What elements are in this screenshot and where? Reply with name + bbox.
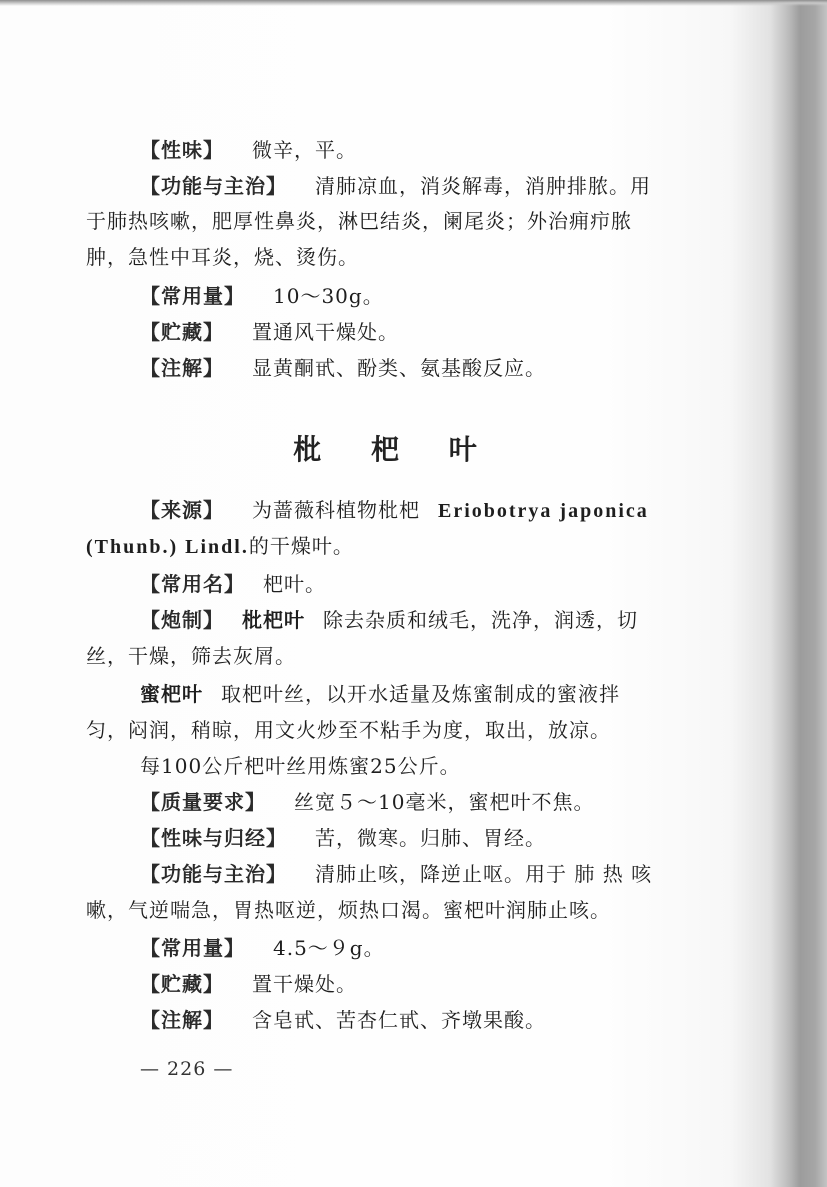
section-tag: 【常用名】 (140, 572, 245, 596)
entry-title: 枇 杷 叶 (293, 433, 497, 466)
section-tag: 【注解】 (140, 356, 224, 380)
section-tag: 【功能与主治】 (140, 174, 287, 198)
prev-zhucang-line (140, 320, 399, 344)
section-tag: 【性味与归经】 (140, 826, 287, 850)
section-tag: 【贮藏】 (140, 320, 224, 344)
prev-gongneng-line2: 于肺热咳嗽，肥厚性鼻炎，淋巴结炎，阑尾炎；外治痈疖脓 (86, 209, 632, 233)
section-tag: 【常用量】 (140, 284, 245, 308)
laiyuan-line1 (140, 498, 649, 523)
section-text: 置干燥处。 (252, 972, 357, 996)
zhujie-line (140, 1008, 546, 1032)
laiyuan-line2 (86, 534, 354, 559)
section-tag: 【炮制】 (140, 608, 224, 632)
paozhi-line1 (140, 608, 638, 632)
prev-gongneng-line1 (140, 174, 651, 198)
section-tag: 【贮藏】 (140, 972, 224, 996)
paozhi-line4: 匀，闷润，稍晾，用文火炒至不粘手为度，取出，放凉。 (86, 718, 611, 742)
prev-gongneng-line3: 肿，急性中耳炎，烧、烫伤。 (86, 245, 359, 269)
section-tag: 【质量要求】 (140, 790, 266, 814)
section-text: 含皂甙、苦杏仁甙、齐墩果酸。 (252, 1008, 546, 1032)
section-text: 10～30g。 (273, 284, 384, 308)
zhiliang-line (140, 790, 594, 814)
paozhi-line5: 每100公斤杷叶丝用炼蜜25公斤。 (140, 754, 461, 778)
paozhi-line2: 丝，干燥，筛去灰屑。 (86, 644, 296, 668)
page-number: — 226 — (140, 1058, 234, 1080)
section-text: 为蔷薇科植物枇杷 (252, 498, 420, 522)
latin-author: (Thunb.) Lindl. (86, 536, 249, 558)
section-text: 杷叶。 (263, 572, 326, 596)
section-text: 显黄酮甙、酚类、氨基酸反应。 (252, 356, 546, 380)
section-text: 丝宽５～10毫米，蜜杷叶不焦。 (294, 790, 595, 814)
paozhi-line3 (140, 682, 620, 706)
section-text: 置通风干燥处。 (252, 320, 399, 344)
yongliang-line (140, 936, 385, 960)
prev-yongliang-line (140, 284, 384, 308)
changyongming-line (140, 572, 326, 596)
section-text: 的干燥叶。 (248, 534, 354, 558)
gongneng-line2: 嗽，气逆喘急，胃热呕逆，烦热口渴。蜜杷叶润肺止咳。 (86, 898, 611, 922)
section-tag: 【常用量】 (140, 936, 245, 960)
section-text: 4.5～９g。 (273, 936, 385, 960)
section-text: 清肺凉血，消炎解毒，消肿排脓。用 (315, 174, 651, 198)
section-tag: 【注解】 (140, 1008, 224, 1032)
prev-xingwei-line (140, 138, 357, 162)
prev-zhujie-line (140, 356, 546, 380)
section-text: 除去杂质和绒毛，洗净，润透，切 (323, 608, 638, 632)
section-text: 微辛，平。 (252, 138, 357, 162)
process-term: 蜜杷叶 (140, 682, 203, 706)
zhucang-line (140, 972, 357, 996)
section-tag: 【来源】 (140, 498, 224, 522)
section-text: 取杷叶丝，以开水适量及炼蜜制成的蜜液拌 (221, 682, 620, 706)
latin-name: Eriobotrya japonica (438, 500, 649, 522)
page-top-shadow (0, 0, 827, 6)
process-term: 枇杷叶 (242, 608, 305, 632)
section-tag: 【性味】 (140, 138, 224, 162)
section-text: 清肺止咳，降逆止呕。用于 肺 热 咳 (315, 862, 653, 886)
xingwei-guijing-line (140, 826, 546, 850)
section-text: 苦，微寒。归肺、胃经。 (315, 826, 546, 850)
section-tag: 【功能与主治】 (140, 862, 287, 886)
gongneng-line1 (140, 862, 652, 886)
